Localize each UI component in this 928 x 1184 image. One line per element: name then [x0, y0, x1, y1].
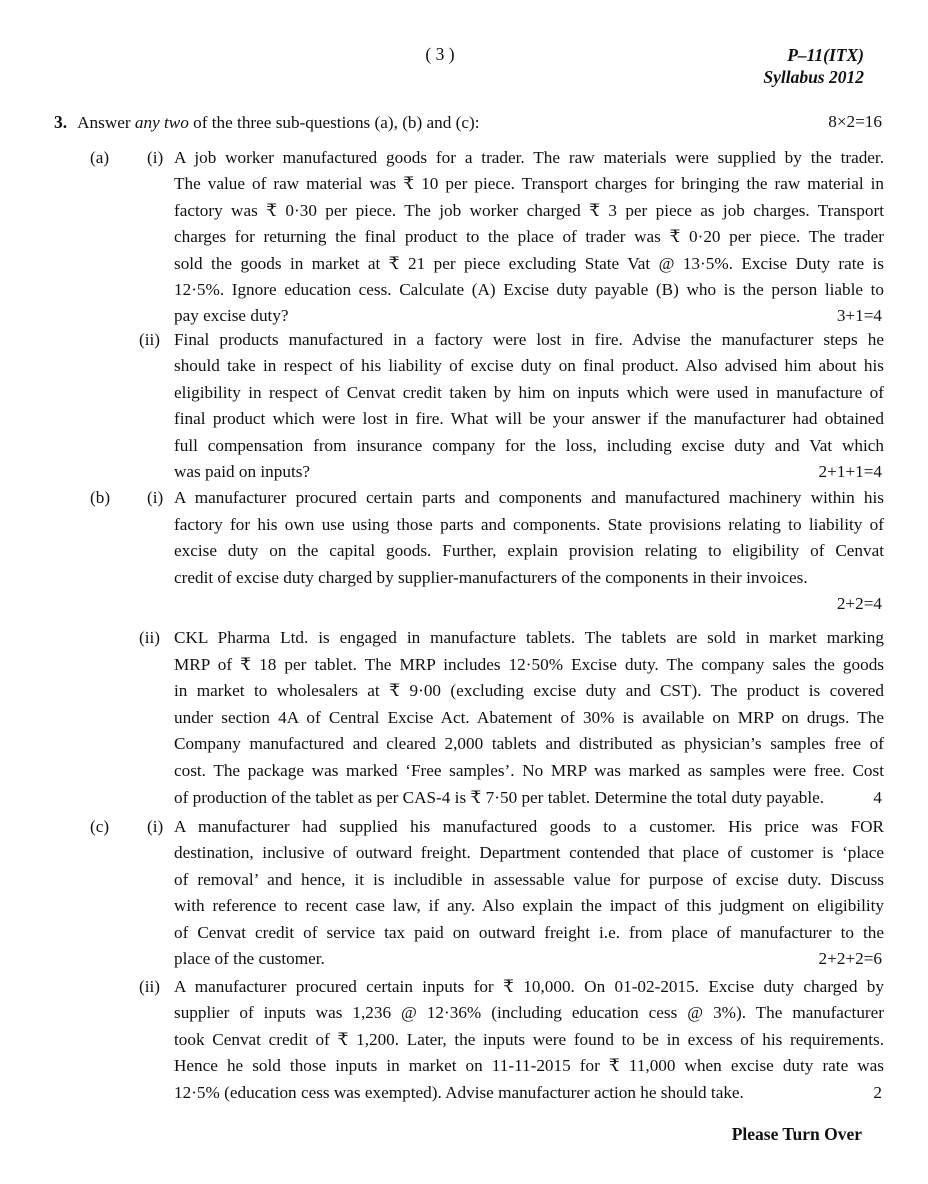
subpart-label: (ii) [139, 330, 160, 349]
text-line: A manufacturer procured certain inputs for ₹ 10,000. On 01-02-2015. Excise duty charged by [174, 977, 884, 996]
text-line: credit of excise duty charged by supplier-manufacturers of the components in their invoices. [174, 567, 808, 587]
text-line: with reference to recent case law, if any. Also explain the impact of this judgment on eligibility [174, 896, 884, 916]
text-line: 12·5%. Ignore education cess. Calculate (A) Excise duty payable (B) who is the person liable to [174, 280, 884, 299]
page-number: ( 3 ) [425, 44, 455, 64]
text-line: of removal’ and hence, it is includible in assessable value for purpose of excise duty. Discuss [174, 869, 884, 889]
part-label: (c) [90, 817, 110, 836]
text-line: destination, inclusive of outward freight. Department contended that place of customer is ‘place [174, 843, 884, 863]
text-line: charges for returning the final product to the place of trader was ₹ 0·20 per piece. The trader [174, 227, 884, 247]
text-line: Hence he sold those inputs in market on 11-11-2015 for ₹ 11,000 when excise duty rate was [174, 1056, 884, 1076]
marks-allocation: 2 [873, 1082, 882, 1102]
subpart-label: (i) [147, 488, 164, 507]
part-label: (a) [90, 148, 110, 167]
marks-allocation: 4 [873, 787, 882, 807]
marks-allocation: 2+1+1=4 [818, 462, 882, 481]
text-line: cost. The package was marked ‘Free samples’. No MRP was marked as samples were free. Cost [174, 761, 884, 780]
text-line: CKL Pharma Ltd. is engaged in manufacture tablets. The tablets are sold in market marking [174, 628, 884, 647]
instruction-emphasis: any two [134, 113, 189, 132]
text-line: should take in respect of his liability of excise duty on final product. Also advised him about his [174, 356, 884, 376]
text-line: of Cenvat credit of service tax paid on outward freight i.e. from place of manufacturer to the [174, 922, 884, 942]
question-instruction [77, 113, 479, 132]
please-turn-over: Please Turn Over [731, 1124, 862, 1144]
question-number: 3. [54, 112, 68, 132]
text-line: full compensation from insurance company for the loss, including excise duty and Vat which [174, 435, 884, 455]
text-line: pay excise duty? [174, 306, 289, 326]
question-header [54, 110, 480, 136]
text-line: The value of raw material was ₹ 10 per piece. Transport charges for bringing the raw material in [174, 174, 884, 194]
subpart-label: (i) [147, 817, 164, 836]
text-line: Final products manufactured in a factory were lost in fire. Advise the manufacturer steps he [174, 330, 884, 349]
text-line: excise duty on the capital goods. Further, explain provision relating to eligibility of Cenvat [174, 541, 884, 561]
text-line: in market to wholesalers at ₹ 9·00 (excluding excise duty and CST). The product is covered [174, 681, 884, 701]
text-line: 12·5% (education cess was exempted). Advise manufacturer action he should take. [174, 1082, 744, 1102]
text-line: place of the customer. [174, 949, 325, 968]
instruction-text: Answer [77, 113, 135, 132]
part-label: (b) [90, 488, 111, 507]
text-line: of production of the tablet as per CAS-4 is ₹ 7·50 per tablet. Determine the total duty payable. [174, 787, 825, 807]
text-line: took Cenvat credit of ₹ 1,200. Later, the inputs were found to be in excess of his requirements. [174, 1029, 884, 1049]
text-line: factory for his own use using those parts and components. State provisions relating to liability of [174, 514, 884, 534]
text-line: A manufacturer had supplied his manufactured goods to a customer. His price was FOR [174, 817, 884, 836]
text-line: final product which were lost in fire. What will be your answer if the manufacturer had obtained [174, 409, 884, 429]
text-line: was paid on inputs? [174, 462, 311, 481]
text-line: eligibility in respect of Cenvat credit taken by him on inputs which were used in manufacture of [174, 382, 884, 402]
text-line: under section 4A of Central Excise Act. Abatement of 30% is available on MRP on drugs. The [174, 707, 884, 727]
marks-allocation: 2+2=4 [836, 594, 882, 614]
paper-code: P–11(ITX) [787, 45, 864, 65]
text-line: factory was ₹ 0·30 per piece. The job worker charged ₹ 3 per piece as job charges. Transport [174, 200, 884, 220]
subpart-label: (i) [147, 148, 164, 167]
instruction-text: of the three sub-questions (a), (b) and (c): [188, 113, 480, 132]
text-line: MRP of ₹ 18 per tablet. The MRP includes 12·50% Excise duty. The company sales the goods [174, 654, 884, 674]
marks-allocation: 3+1=4 [836, 306, 882, 326]
text-line: sold the goods in market at ₹ 21 per piece excluding State Vat @ 13·5%. Excise Duty rate is [174, 253, 884, 273]
question-marks: 8×2=16 [828, 112, 882, 131]
text-line: supplier of inputs was 1,236 @ 12·36% (including education cess @ 3%). The manufacturer [174, 1003, 884, 1023]
subpart-label: (ii) [139, 628, 160, 647]
paper-code-block [763, 44, 864, 88]
text-line: Company manufactured and cleared 2,000 tablets and distributed as physician’s samples free of [174, 734, 884, 754]
marks-allocation: 2+2+2=6 [818, 949, 882, 968]
text-line: A manufacturer procured certain parts and components and manufactured machinery within his [174, 488, 884, 507]
syllabus-label: Syllabus 2012 [763, 67, 864, 87]
subpart-label: (ii) [139, 977, 160, 996]
text-line: A job worker manufactured goods for a trader. The raw materials were supplied by the trader. [174, 148, 884, 167]
